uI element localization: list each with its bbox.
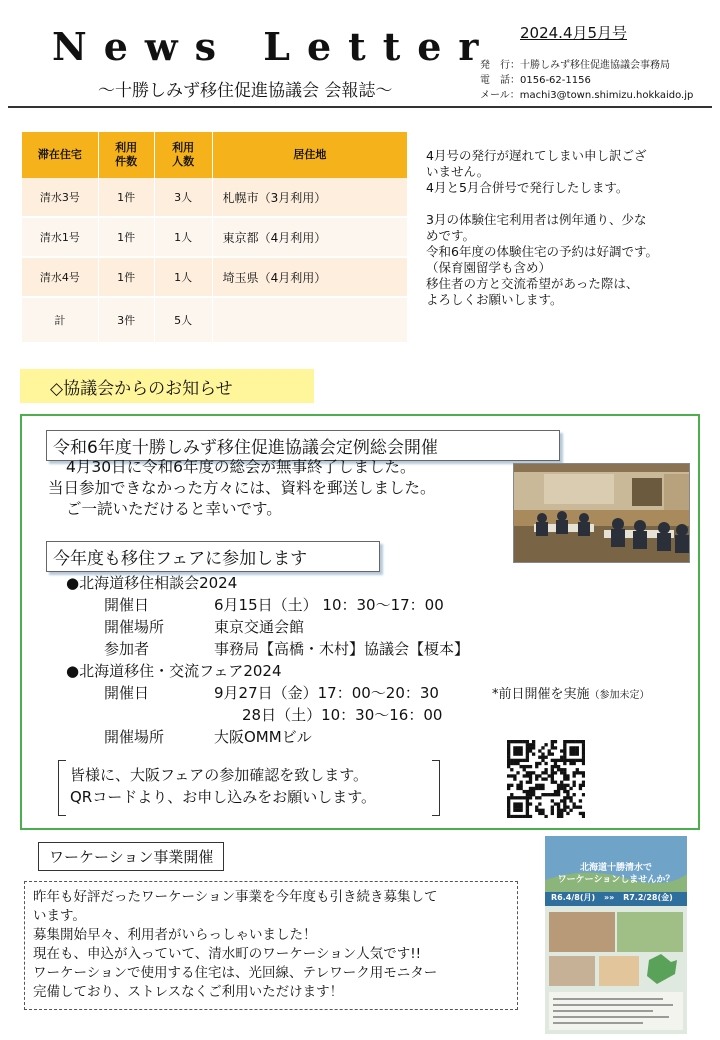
fair-list — [66, 572, 650, 748]
table-cell: 3人 — [155, 178, 213, 218]
fair1-venue: 東京交通会館 — [214, 618, 305, 636]
meeting-line: 当日参加できなかった方々には、資料を郵送しました。 — [48, 479, 436, 497]
fair1-attendees: 事務局【高橋・木村】協議会【榎本】 — [214, 640, 470, 658]
qr-code[interactable] — [507, 740, 585, 818]
table-cell: 3件 — [99, 298, 155, 344]
poster-title — [549, 862, 683, 886]
meeting-line: ご一読いただけると幸いです。 — [66, 500, 282, 518]
table-cell: 1人 — [155, 258, 213, 298]
table-cell: 5人 — [155, 298, 213, 344]
publisher-line: 発 行：十勝しみず移住促進協議会事務局 — [480, 60, 670, 71]
fair2-venue: 大阪OMMビル — [214, 728, 312, 746]
workation-heading: ワーケーション事業開催 — [38, 842, 224, 871]
workation-poster — [545, 836, 687, 1034]
table-cell: 1件 — [99, 178, 155, 218]
section-heading: ◇協議会からのお知らせ — [50, 379, 233, 399]
issue-label: 2024.4月5月号 — [520, 24, 628, 42]
fair1-date-label: 開催日 — [104, 596, 150, 614]
pre-note-small: （参加未定） — [589, 690, 650, 701]
phone-line: 電 話：0156-62-1156 — [480, 75, 591, 86]
table-cell: 札幌市（3月利用） — [213, 178, 408, 218]
intro-line: よろしくお願いします。 — [426, 292, 563, 307]
table-cell: 1件 — [99, 258, 155, 298]
house-usage-table — [22, 132, 408, 344]
poster-title-line: 北海道十勝清水で — [579, 863, 652, 873]
publisher-info — [480, 58, 693, 103]
header-divider — [8, 106, 712, 108]
fair-row — [66, 726, 312, 748]
table-row — [22, 178, 408, 218]
newsletter-title: News Letter — [52, 24, 496, 69]
meeting-text — [48, 457, 436, 520]
table-header-residence: 居住地 — [213, 132, 408, 178]
meeting-heading: 令和6年度十勝しみず移住促進協議会定例総会開催 — [46, 430, 560, 461]
fair2-date-label: 開催日 — [104, 684, 150, 702]
pre-note-text: *前日開催を実施 — [492, 687, 590, 702]
intro-line: いません。 — [426, 164, 490, 179]
workation-line: 募集開始早々、利用者がいらっしゃいました！ — [33, 927, 317, 943]
poster-dates — [551, 892, 681, 903]
poster-arrow: »» — [603, 893, 615, 902]
section-band — [20, 369, 314, 403]
fair-row — [66, 682, 650, 704]
poster-date-start: R6.4/8(月) — [551, 893, 596, 902]
workation-line: 完備しており、ストレスなくご利用いただけます！ — [33, 984, 344, 1000]
table-header-people: 利用 人数 — [155, 132, 213, 178]
intro-line: （保育園留学も含め） — [426, 260, 552, 275]
table-cell: 清水3号 — [22, 178, 99, 218]
table-cell: 1人 — [155, 218, 213, 258]
table-row-total — [22, 298, 408, 344]
fair-row — [66, 594, 444, 616]
fair1-venue-label: 開催場所 — [104, 618, 165, 636]
intro-line: 移住者の方と交流希望があった際は、 — [426, 276, 639, 291]
intro-text — [426, 148, 706, 324]
fair2-date-2: 28日（土）10：30〜16：00 — [242, 706, 443, 724]
confirm-line: QRコードより、お申し込みをお願いします。 — [70, 788, 377, 806]
table-header-count: 利用 件数 — [99, 132, 155, 178]
intro-line: 4月号の発行が遅れてしまい申し訳ござ — [426, 148, 647, 163]
table-row — [22, 258, 408, 298]
newsletter-subtitle: 〜十勝しみず移住促進協議会 会報誌〜 — [98, 81, 393, 101]
intro-line: めです。 — [426, 228, 476, 243]
intro-line: 令和6年度の体験住宅の予約は好調です。 — [426, 244, 658, 259]
fair2-pre-note — [492, 682, 650, 707]
fair1-date: 6月15日（土） 10：30〜17：00 — [214, 596, 444, 614]
confirm-text — [64, 764, 382, 808]
fair-row — [66, 704, 443, 726]
bracket-right — [432, 760, 440, 816]
table-cell: 埼玉県（4月利用） — [213, 258, 408, 298]
fair1-name: ●北海道移住相談会2024 — [66, 574, 238, 592]
table-cell: 清水4号 — [22, 258, 99, 298]
table-header-house: 滞在住宅 — [22, 132, 99, 178]
intro-line: 4月と5月合併号で発行したします。 — [426, 180, 629, 195]
workation-line: ワーケーションで使用する住宅は、光回線、テレワーク用モニター — [33, 965, 438, 981]
meeting-line: 4月30日に令和6年度の総会が無事終了しました。 — [66, 458, 416, 476]
workation-line: 昨年も好評だったワーケーション事業を今年度も引き続き募集して — [33, 889, 438, 905]
table-cell: 1件 — [99, 218, 155, 258]
meeting-photo — [513, 463, 690, 563]
workation-line: います。 — [33, 908, 86, 924]
fair2-name: ●北海道移住・交流フェア2024 — [66, 662, 282, 680]
table-cell: 計 — [22, 298, 99, 344]
table-cell: 清水1号 — [22, 218, 99, 258]
fair-name — [66, 572, 282, 594]
table-row — [22, 218, 408, 258]
workation-line: 現在も、申込が入っていて、清水町のワーケーション人気です!! — [33, 946, 422, 962]
fair-name — [66, 660, 282, 682]
poster-title-line: ワーケーションしませんか？ — [557, 875, 675, 885]
intro-line: 3月の体験住宅利用者は例年通り、少な — [426, 212, 647, 227]
fair1-attendees-label: 参加者 — [104, 640, 150, 658]
table-cell: 東京都（4月利用） — [213, 218, 408, 258]
poster-date-end: R7.2/28(金) — [623, 893, 673, 902]
fair-row — [66, 638, 470, 660]
fair-heading: 今年度も移住フェアに参加します — [46, 541, 380, 572]
email-line: メール：machi3@town.shimizu.hokkaido.jp — [480, 90, 694, 101]
fair2-date: 9月27日（金）17：00〜20：30 — [214, 684, 439, 702]
fair2-venue-label: 開催場所 — [104, 728, 165, 746]
confirm-line: 皆様に、大阪フェアの参加確認を致します。 — [70, 766, 369, 784]
table-cell — [213, 298, 408, 344]
workation-text — [24, 881, 518, 1010]
fair-row — [66, 616, 305, 638]
